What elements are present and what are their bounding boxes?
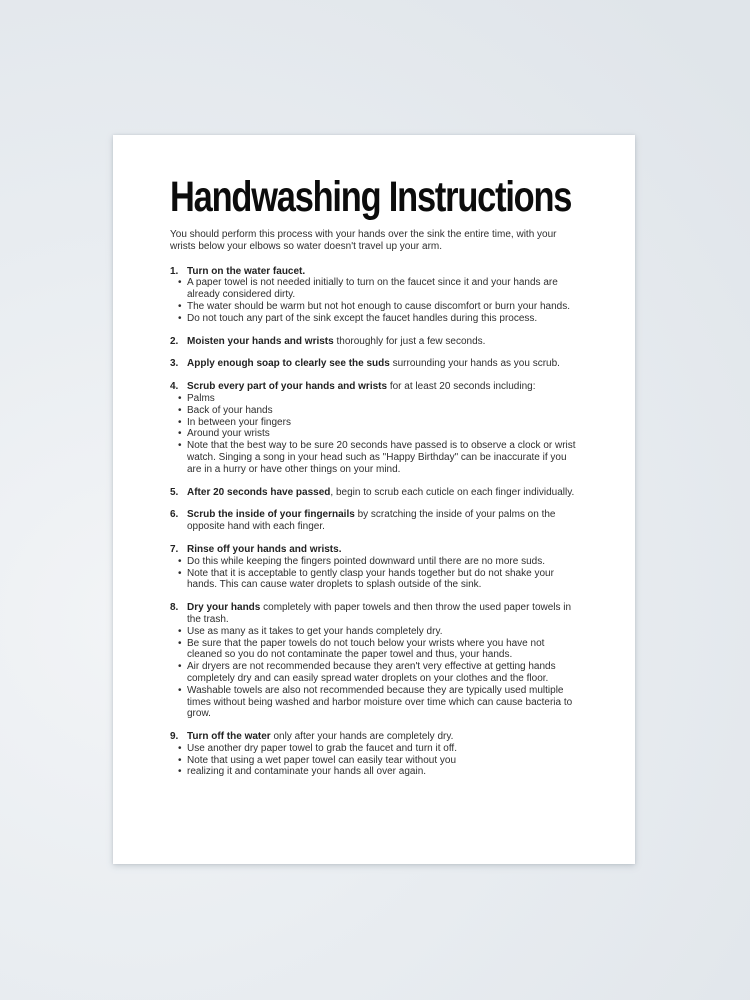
poster-page [113, 135, 635, 864]
bullet-text: Around your wrists [187, 428, 270, 440]
bullet-dot-icon: • [178, 661, 182, 673]
bullet-dot-icon: • [178, 625, 182, 637]
bullet-dot-icon: • [178, 312, 182, 324]
bullet-dot-icon: • [178, 754, 182, 766]
step-item [170, 336, 578, 348]
bullet-text: A paper towel is not needed initially to turn on the faucet since it and your hands are already considered dirty. [187, 277, 558, 301]
step-heading-bold: After 20 seconds have passed [187, 486, 331, 498]
step-heading [187, 336, 578, 348]
bullet-text: realizing it and contaminate your hands all over again. [187, 766, 427, 778]
step-heading-bold: Dry your hands [187, 602, 261, 614]
bullet-dot-icon: • [178, 428, 182, 440]
bullet-item [178, 404, 578, 417]
poster-title [170, 175, 578, 219]
bullet-item [178, 766, 578, 778]
bullet-dot-icon: • [178, 567, 182, 579]
bullet-list [178, 392, 578, 476]
step-number: 5. [170, 486, 179, 498]
bullet-item [178, 567, 578, 592]
step-number: 7. [170, 543, 179, 555]
bullet-dot-icon: • [178, 684, 182, 696]
step-item [170, 509, 578, 533]
steps-list [170, 266, 578, 779]
bullet-dot-icon: • [178, 404, 182, 416]
bullet-text: Palms [187, 392, 215, 404]
bullet-item [178, 392, 578, 405]
bullet-dot-icon: • [178, 416, 182, 428]
bullet-item [178, 637, 578, 662]
step-heading-bold: Apply enough soap to clearly see the suds [187, 358, 390, 370]
step-heading [187, 381, 578, 393]
bullet-item [178, 754, 578, 767]
step-item [170, 358, 578, 370]
bullet-item [178, 312, 578, 325]
bullet-text: Do this while keeping the fingers pointed downward until there are no more suds. [187, 555, 545, 567]
step-heading [187, 731, 578, 743]
step-heading-rest: surrounding your hands as you scrub. [389, 358, 560, 370]
bullet-dot-icon: • [178, 742, 182, 754]
step-heading-bold: Scrub the inside of your fingernails [187, 509, 355, 521]
bullet-text: Do not touch any part of the sink except the faucet handles during this process. [187, 312, 538, 324]
bullet-dot-icon: • [178, 277, 182, 289]
bullet-item [178, 555, 578, 568]
step-heading [187, 602, 578, 626]
bullet-text: Back of your hands [187, 404, 273, 416]
bullet-list [178, 555, 578, 591]
bullet-text: Use as many as it takes to get your hands completely dry. [187, 625, 443, 637]
step-heading-rest: for at least 20 seconds including: [387, 381, 536, 393]
step-heading-rest: by scratching the inside of your palms on the opposite hand with each finger. [187, 509, 556, 533]
step-heading-bold: Turn on the water faucet. [187, 265, 306, 277]
step-heading-bold: Rinse off your hands and wrists. [187, 543, 342, 555]
bullet-item [178, 277, 578, 301]
step-heading [187, 358, 578, 370]
step-item [170, 544, 578, 591]
step-heading [187, 509, 578, 533]
intro-paragraph: You should perform this process with your hands over the sink the entire time, with your wrists below your elbows so water doesn't travel up your arm. [170, 229, 557, 252]
bullet-text: Be sure that the paper towels do not touch below your wrists where you have not cleaned so you do not contaminate the paper towel and thus, your hands. [187, 637, 545, 661]
step-item [170, 381, 578, 475]
bullet-dot-icon: • [178, 300, 182, 312]
bullet-list [178, 742, 578, 778]
step-item [170, 487, 578, 499]
step-number: 8. [170, 602, 179, 614]
bullet-text: Use another dry paper towel to grab the faucet and turn it off. [187, 742, 457, 754]
bullet-dot-icon: • [178, 766, 182, 778]
bullet-text: Air dryers are not recommended because they aren't very effective at getting hands completely dry and can easily spread water droplets on your clothes and the floor. [187, 661, 556, 684]
step-item [170, 602, 578, 720]
step-heading-bold: Scrub every part of your hands and wrists [187, 381, 388, 393]
step-heading-rest: thoroughly for just a few seconds. [333, 335, 486, 347]
step-heading [187, 266, 578, 278]
bullet-item [178, 416, 578, 429]
step-heading-bold: Turn off the water [187, 731, 271, 743]
bullet-text: Note that it is acceptable to gently clasp your hands together but do not shake your hands. This can cause water droplets to splash outside of the sink. [187, 567, 554, 591]
step-heading [187, 544, 578, 556]
bullet-item [178, 661, 578, 685]
bullet-item [178, 428, 578, 440]
bullet-item [178, 684, 578, 720]
bullet-dot-icon: • [178, 637, 182, 649]
step-heading-rest: only after your hands are completely dry. [270, 731, 454, 743]
bullet-list [178, 277, 578, 324]
step-heading [187, 487, 578, 499]
poster-title-text: Handwashing Instructions [170, 173, 572, 221]
step-heading-rest: completely with paper towels and then throw the used paper towels in the trash. [187, 602, 572, 625]
bullet-text: Washable towels are also not recommended because they are typically used multiple times without being washed and harbor moisture over time which can cause bacteria to grow. [187, 684, 573, 720]
step-item [170, 266, 578, 325]
step-heading-bold: Moisten your hands and wrists [187, 335, 334, 347]
bullet-dot-icon: • [178, 440, 182, 452]
bullet-text: The water should be warm but not hot enough to cause discomfort or burn your hands. [187, 300, 570, 312]
step-number: 1. [170, 265, 179, 277]
step-number: 3. [170, 358, 179, 370]
step-heading-rest: , begin to scrub each cuticle on each finger individually. [330, 486, 575, 498]
poster-content [113, 135, 635, 778]
bullet-text: In between your fingers [187, 416, 291, 428]
bullet-item [178, 742, 578, 755]
step-item [170, 731, 578, 778]
bullet-text: Note that the best way to be sure 20 seconds have passed is to observe a clock or wrist watch. Singing a song in your head such as "Happy Birthday" can be inaccurate if you are in a hurry or have other things on your mind. [187, 440, 576, 475]
step-number: 4. [170, 381, 179, 393]
bullet-list [178, 625, 578, 720]
step-number: 2. [170, 335, 179, 347]
bullet-dot-icon: • [178, 392, 182, 404]
bullet-item [178, 300, 578, 313]
bullet-dot-icon: • [178, 555, 182, 567]
step-number: 9. [170, 731, 179, 743]
bullet-item [178, 625, 578, 638]
bullet-text: Note that using a wet paper towel can easily tear without you [187, 754, 457, 766]
step-number: 6. [170, 509, 179, 521]
bullet-item [178, 440, 578, 475]
